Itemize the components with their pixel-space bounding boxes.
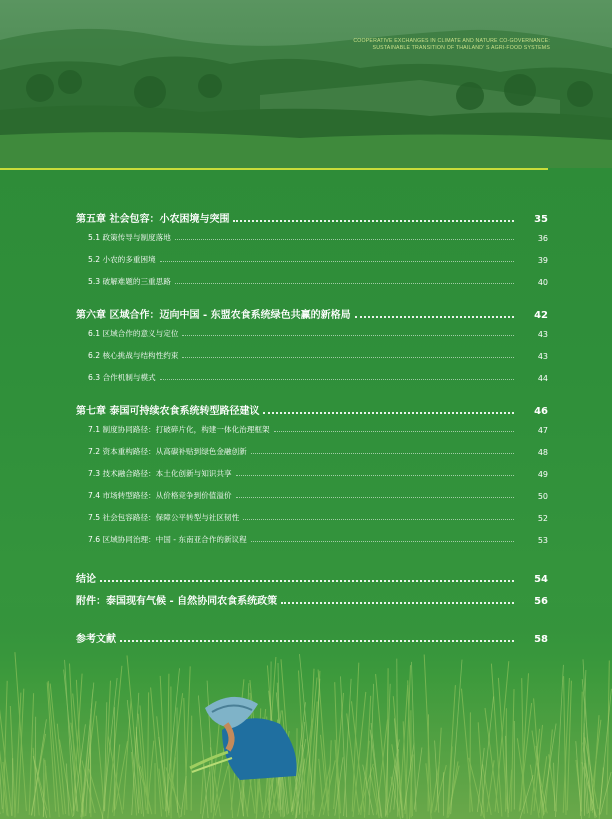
- toc-entry-page-number: 50: [537, 492, 548, 501]
- dot-leader: [100, 579, 514, 582]
- toc-entry-title: 5.3 破解难题的三重思路: [88, 277, 171, 286]
- toc-entry-page-number: 46: [534, 406, 548, 417]
- toc-entry-page-number: 36: [537, 234, 548, 243]
- toc-entry-title: 7.6 区域协同治理：中国 - 东南亚合作的新议程: [88, 535, 247, 544]
- toc-chapter-entry[interactable]: [76, 306, 548, 321]
- toc-section-entry[interactable]: [76, 468, 548, 479]
- dot-leader: [233, 219, 514, 222]
- toc-section-entry[interactable]: [76, 254, 548, 265]
- dot-leader: [236, 496, 514, 498]
- toc-entry-page-number: 47: [537, 426, 548, 435]
- toc-section-entry[interactable]: [76, 350, 548, 361]
- toc-section-entry[interactable]: [76, 424, 548, 435]
- toc-entry-title: 6.2 核心挑战与结构性约束: [88, 351, 179, 360]
- toc-entry-page-number: 43: [537, 330, 548, 339]
- toc-section-entry[interactable]: [76, 512, 548, 523]
- dot-leader: [251, 452, 514, 454]
- toc-entry-page-number: 43: [537, 352, 548, 361]
- toc-entry-title: 7.3 技术融合路径：本土化创新与知识共享: [88, 469, 232, 478]
- toc-entry-title: 6.3 合作机制与模式: [88, 373, 156, 382]
- dot-leader: [175, 282, 514, 284]
- dot-leader: [236, 474, 514, 476]
- toc-section-entry[interactable]: [76, 534, 548, 545]
- toc-section-entry[interactable]: [76, 372, 548, 383]
- dot-leader: [243, 518, 514, 520]
- toc-entry-title: 第六章 区域合作：迈向中国 - 东盟农食系统绿色共赢的新格局: [76, 310, 351, 321]
- dot-leader: [281, 601, 514, 604]
- dot-leader: [182, 334, 514, 336]
- toc-entry-title: 7.4 市场转型路径：从价格竞争到价值溢价: [88, 491, 232, 500]
- dot-leader: [160, 378, 514, 380]
- toc-entry-title: 结论: [76, 574, 96, 585]
- toc-chapter-entry[interactable]: [76, 570, 548, 585]
- toc-chapter-entry[interactable]: [76, 630, 548, 645]
- dot-leader: [263, 411, 514, 414]
- toc-entry-page-number: 39: [537, 256, 548, 265]
- toc-section-entry[interactable]: [76, 328, 548, 339]
- toc-entry-page-number: 40: [537, 278, 548, 287]
- toc-entry-page-number: 44: [537, 374, 548, 383]
- toc-entry-page-number: 52: [537, 514, 548, 523]
- toc-section-entry[interactable]: [76, 490, 548, 501]
- toc-entry-title: 6.1 区域合作的意义与定位: [88, 329, 179, 338]
- dot-leader: [120, 639, 514, 642]
- report-english-title-line2: SUSTAINABLE TRANSITION OF THAILAND' S AGRI-FOOD SYSTEMS: [372, 45, 550, 51]
- toc-entry-title: 参考文献: [76, 634, 116, 645]
- toc-entry-title: 5.2 小农的多重困境: [88, 255, 156, 264]
- toc-section-entry[interactable]: [76, 446, 548, 457]
- toc-entry-page-number: 56: [534, 596, 548, 607]
- toc-entry-page-number: 49: [537, 470, 548, 479]
- report-english-title-line1: COOPERATIVE EXCHANGES IN CLIMATE AND NATURE CO-GOVERNANCE:: [353, 38, 550, 44]
- toc-chapter-entry[interactable]: [76, 592, 548, 607]
- toc-entry-title: 5.1 政策传导与制度落地: [88, 233, 171, 242]
- dot-leader: [160, 260, 514, 262]
- report-english-title: [353, 38, 550, 52]
- toc-entry-title: 7.1 制度协同路径：打破碎片化，构建一体化治理框架: [88, 425, 270, 434]
- toc-entry-page-number: 53: [537, 536, 548, 545]
- toc-entry-page-number: 58: [534, 634, 548, 645]
- toc-section-entry[interactable]: [76, 232, 548, 243]
- toc-entry-title: 第七章 泰国可持续农食系统转型路径建议: [76, 406, 260, 417]
- toc-section-entry[interactable]: [76, 276, 548, 287]
- toc-entry-page-number: 42: [534, 310, 548, 321]
- accent-divider: [0, 168, 548, 170]
- dot-leader: [175, 238, 514, 240]
- toc-chapter-entry[interactable]: [76, 210, 548, 225]
- toc-entry-page-number: 54: [534, 574, 548, 585]
- dot-leader: [182, 356, 514, 358]
- dot-leader: [355, 315, 514, 318]
- header-photo: [0, 0, 612, 168]
- dot-leader: [251, 540, 514, 542]
- toc-entry-title: 第五章 社会包容：小农困境与突围: [76, 214, 230, 225]
- dot-leader: [274, 430, 514, 432]
- toc-entry-title: 7.2 资本重构路径：从高碳补贴到绿色金融创新: [88, 447, 247, 456]
- toc-entry-title: 附件：泰国现有气候 - 自然协同农食系统政策: [76, 596, 278, 607]
- toc-entry-page-number: 48: [537, 448, 548, 457]
- toc-entry-page-number: 35: [534, 214, 548, 225]
- toc-entry-title: 7.5 社会包容路径：保障公平转型与社区韧性: [88, 513, 240, 522]
- toc-chapter-entry[interactable]: [76, 402, 548, 417]
- landscape-illustration: [0, 0, 612, 168]
